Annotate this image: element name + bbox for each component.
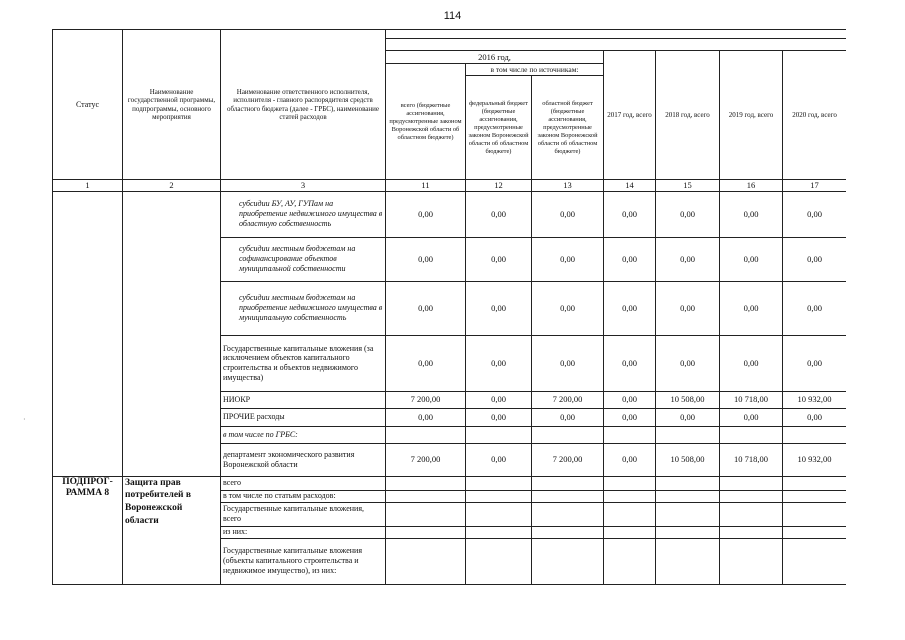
col-index: 17 <box>783 180 847 191</box>
value-cell: 0,00 <box>604 281 656 335</box>
value-cell: 0,00 <box>466 191 532 237</box>
row-label: в том числе по ГРБС: <box>221 426 386 443</box>
header-2019: 2019 год, всего <box>720 51 783 180</box>
value-cell: 0,00 <box>604 408 656 426</box>
value-cell: 10 718,00 <box>720 443 783 476</box>
program-cell-empty <box>123 191 221 476</box>
row-label: Государственные капитальные вложения (объекты капитального строительства и недвижимое имущество), из них: <box>221 538 386 584</box>
col-index: 11 <box>386 180 466 191</box>
value-cell <box>720 426 783 443</box>
value-cell: 0,00 <box>532 281 604 335</box>
header-blank-band-2 <box>386 39 847 51</box>
row-label: субсидии местным бюджетам на софинансирование объектов муниципальной собственности <box>221 237 386 281</box>
margin-mark: · <box>23 415 26 424</box>
value-cell: 7 200,00 <box>532 391 604 408</box>
header-status: Статус <box>53 30 123 180</box>
value-cell: 0,00 <box>783 191 847 237</box>
page-number: 114 <box>443 10 462 22</box>
value-cell: 0,00 <box>532 408 604 426</box>
value-cell: 0,00 <box>720 281 783 335</box>
value-cell: 0,00 <box>604 191 656 237</box>
row-label: Государственные капитальные вложения, всего <box>221 502 386 526</box>
value-cell: 0,00 <box>386 281 466 335</box>
value-cell: 0,00 <box>386 335 466 391</box>
header-federal: федеральный бюджет (бюджетные ассигнования, предусмотренные законом Воронежской области об областном бюджете) <box>466 76 532 180</box>
header-top-row <box>53 30 847 39</box>
value-cell: 7 200,00 <box>532 443 604 476</box>
value-cell: 0,00 <box>532 191 604 237</box>
subprogram-name: Защита прав потребителей в Воронежской области <box>123 476 221 584</box>
row-label: ПРОЧИЕ расходы <box>221 408 386 426</box>
row-label: в том числе по статьям расходов: <box>221 490 386 502</box>
value-cell: 0,00 <box>466 237 532 281</box>
value-cell <box>532 426 604 443</box>
value-cell: 0,00 <box>720 408 783 426</box>
value-cell: 0,00 <box>386 191 466 237</box>
row-label: субсидии местным бюджетам на приобретение недвижимого имущества в муниципальную собственность <box>221 281 386 335</box>
col-index: 13 <box>532 180 604 191</box>
header-2020: 2020 год, всего <box>783 51 847 180</box>
value-cell: 0,00 <box>656 281 720 335</box>
col-index: 16 <box>720 180 783 191</box>
value-cell: 0,00 <box>466 408 532 426</box>
value-cell <box>604 426 656 443</box>
value-cell: 0,00 <box>656 237 720 281</box>
value-cell: 10 718,00 <box>720 391 783 408</box>
col-index: 2 <box>123 180 221 191</box>
value-cell: 0,00 <box>604 391 656 408</box>
value-cell: 0,00 <box>466 335 532 391</box>
header-year-2016: 2016 год, <box>386 51 604 64</box>
value-cell <box>656 426 720 443</box>
row-label: субсидии БУ, АУ, ГУПам на приобретение недвижимого имущества в областную собственность <box>221 191 386 237</box>
value-cell <box>466 426 532 443</box>
value-cell: 0,00 <box>783 237 847 281</box>
row-label: департамент экономического развития Воронежской области <box>221 443 386 476</box>
value-cell: 10 508,00 <box>656 443 720 476</box>
col-index: 15 <box>656 180 720 191</box>
value-cell: 0,00 <box>783 408 847 426</box>
value-cell: 0,00 <box>604 443 656 476</box>
value-cell: 0,00 <box>466 443 532 476</box>
value-cell: 0,00 <box>466 391 532 408</box>
value-cell: 0,00 <box>720 237 783 281</box>
header-2017: 2017 год, всего <box>604 51 656 180</box>
col-index: 3 <box>221 180 386 191</box>
value-cell: 0,00 <box>386 237 466 281</box>
header-total-2016: всего (бюджетные ассигнования, предусмотренные законом Воронежской области об областном бюджете) <box>386 64 466 180</box>
value-cell: 0,00 <box>783 335 847 391</box>
value-cell: 7 200,00 <box>386 391 466 408</box>
header-2018: 2018 год, всего <box>656 51 720 180</box>
row-label: Государственные капитальные вложения (за исключением объектов капитального строительства и объектов недвижимого имущества) <box>221 335 386 391</box>
value-cell: 0,00 <box>720 191 783 237</box>
value-cell: 10 932,00 <box>783 391 847 408</box>
col-index: 12 <box>466 180 532 191</box>
value-cell: 0,00 <box>466 281 532 335</box>
value-cell <box>783 426 847 443</box>
header-program-name: Наименование государственной программы, подпрограммы, основного мероприятия <box>123 30 221 180</box>
row-label: из них: <box>221 526 386 538</box>
value-cell: 0,00 <box>783 281 847 335</box>
value-cell: 0,00 <box>656 408 720 426</box>
col-index: 14 <box>604 180 656 191</box>
header-executor: Наименование ответственного исполнителя, исполнителя - главного распорядителя средств областного бюджета (далее - ГРБС), наименование статей расходов <box>221 30 386 180</box>
value-cell: 0,00 <box>604 237 656 281</box>
col-index: 1 <box>53 180 123 191</box>
table-row <box>53 476 847 490</box>
value-cell <box>386 426 466 443</box>
value-cell: 0,00 <box>656 191 720 237</box>
column-index-row <box>53 180 847 191</box>
value-cell: 10 932,00 <box>783 443 847 476</box>
value-cell: 10 508,00 <box>656 391 720 408</box>
status-cell-empty <box>53 191 123 476</box>
header-by-sources: в том числе по источникам: <box>466 64 604 76</box>
header-blank-band <box>386 30 847 39</box>
table-row <box>53 191 847 237</box>
value-cell: 0,00 <box>604 335 656 391</box>
value-cell: 0,00 <box>532 237 604 281</box>
header-regional: областной бюджет (бюджетные ассигнования, предусмотренные законом Воронежской области об областном бюджете) <box>532 76 604 180</box>
value-cell: 0,00 <box>720 335 783 391</box>
budget-table <box>52 29 846 585</box>
value-cell: 0,00 <box>532 335 604 391</box>
row-label: НИОКР <box>221 391 386 408</box>
value-cell: 0,00 <box>386 408 466 426</box>
value-cell: 0,00 <box>656 335 720 391</box>
budget-table-frame <box>52 29 846 609</box>
row-label: всего <box>221 476 386 490</box>
subprogram-status: ПОДПРОГ-РАММА 8 <box>53 476 123 584</box>
value-cell: 7 200,00 <box>386 443 466 476</box>
